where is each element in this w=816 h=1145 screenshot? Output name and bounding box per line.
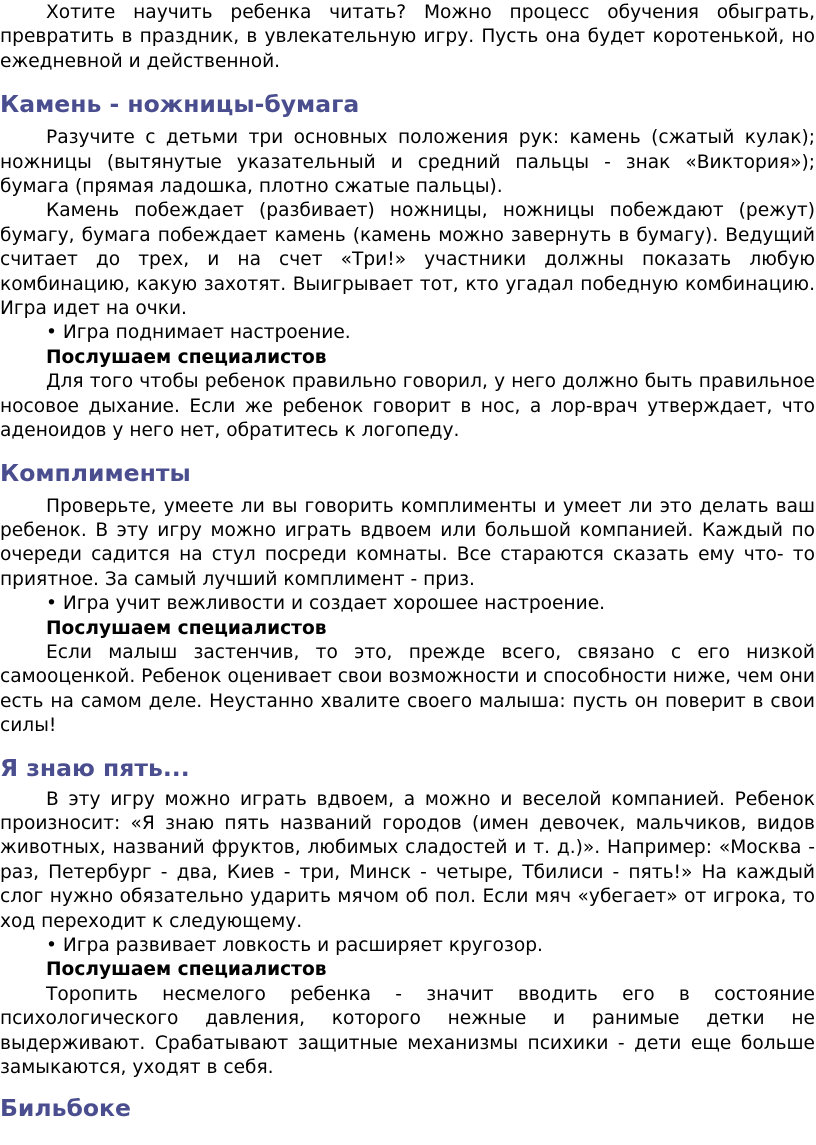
specialists-text: Торопить несмелого ребенка - значит вводить его в состояние психологического давления, которого нежные и ранимые детки не выдерживают. Срабатывают защитные механизмы психики - дети еще больше замыкаются, уходят в себя. (0, 983, 815, 1079)
section-title-rock-paper-scissors: Камень - ножницы-бумага (0, 90, 360, 119)
paragraph: Разучите с детьми три основных положения рук: камень (сжатый кулак); ножницы (вытянутые указательный и средний пальцы - знак «Виктория»); бумага (прямая ладошка, плотно сжатые пальцы). (0, 127, 815, 198)
intro-paragraph: Хотите научить ребенка читать? Можно процесс обучения обыграть, превратить в праздник, в увлекательную игру. Пусть она будет коротенькой, но ежедневной и действенной. (0, 2, 815, 72)
specialists-label: Послушаем специалистов (46, 617, 327, 639)
specialists-text: Для того чтобы ребенок правильно говорил, у него должно быть правильное носовое дыхание. Если же ребенок говорит в нос, а лор-врач утверждает, что аденоидов у него нет, обратитесь к логопеду. (0, 371, 815, 442)
bullet-item: • Игра учит вежливости и создает хорошее настроение. (46, 593, 606, 615)
specialists-text: Если малыш застенчив, то это, прежде всего, связано с его низкой самооценкой. Ребенок оценивает свои возможности и способности ниже, чем они есть на самом деле. Неустанно хвалите своего малыша: пусть он поверит в свои силы! (0, 641, 815, 737)
bullet-item: • Игра развивает ловкость и расширяет кругозор. (46, 935, 543, 956)
specialists-label: Послушаем специалистов (46, 346, 327, 368)
section-title-compliments: Комплименты (0, 458, 191, 487)
paragraph: В эту игру можно играть вдвоем, а можно и веселой компанией. Ребенок произносит: «Я знаю пять названий городов (имен девочек, мальчиков, видов животных, названий фруктов, любимых сладостей и т. д.)». Например: «Москва - раз, Петербург - два, Киев - три, Минск - четыре, Тбилиси - пять!» На каждый слог нужно обязательно ударить мячом об пол. Если мяч «убегает» от игрока, то ход переходит к следующему. (0, 788, 815, 932)
paragraph: Проверьте, умеете ли вы говорить комплименты и умеет ли это делать ваш ребенок. В эту игру можно играть вдвоем или большой компанией. Каждый по очереди садится на стул посреди комнаты. Все стараются сказать ему что- то приятное. За самый лучший комплимент - приз. (0, 495, 815, 590)
paragraph: Камень побеждает (разбивает) ножницы, ножницы побеждают (режут) бумагу, бумага побеждает камень (камень можно завернуть в бумагу). Ведущий считает до трех, и на счет «Три!» участники должны показать любую комбинацию, какую захотят. Выигрывает тот, кто угадал победную комбинацию. Игра идет на очки. (0, 200, 815, 320)
bullet-item: • Игра поднимает настроение. (46, 322, 351, 344)
section-title-bilboquet: Бильбоке (0, 1094, 131, 1123)
section-title-i-know-five: Я знаю пять... (0, 753, 190, 782)
specialists-label: Послушаем специалистов (46, 959, 327, 981)
